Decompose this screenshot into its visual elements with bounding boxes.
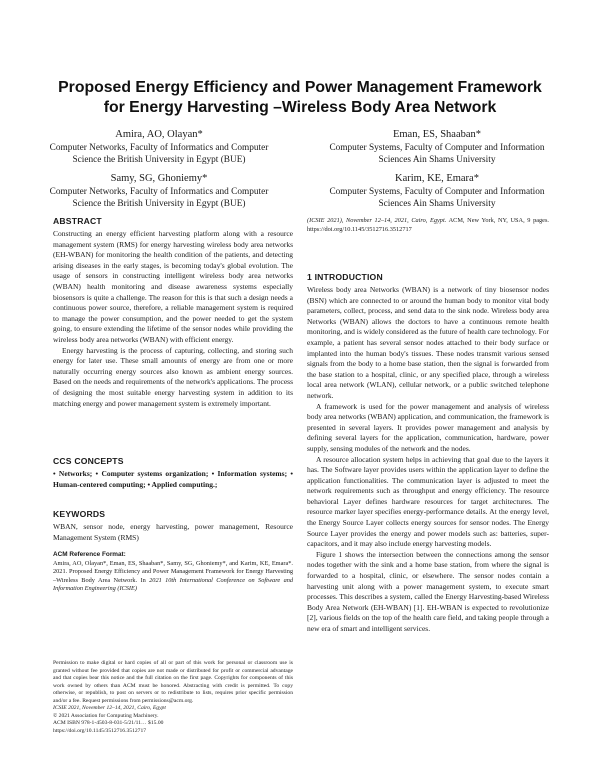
author-affiliation: Computer Systems, Faculty of Computer and Information [329, 187, 545, 197]
intro-paragraph: A framework is used for the power management and analysis of wireless body area networks (WBAN) application, and communication, the framework is presented in several layers. It provides power management and analysis by defining several layers for the application, communication, hardware, power supply, sensing modules of the network and the nodes. [307, 401, 549, 453]
author-block-4 [292, 172, 582, 210]
permission-notice [53, 660, 293, 735]
author-name: Samy, SG, Ghoniemy* [110, 173, 208, 184]
acm-reference-text: Amira, AO, Olayan*, Eman, ES, Shaaban*, Samy, SG, Ghoniemy*, and Karim, KE, Emara*. 2021. Proposed Energy Efficiency and Power Management Framework for Energy Harvesting –Wireless Body Area Network. In [53, 559, 293, 584]
author-affiliation: Science the British University in Egypt (BUE) [72, 199, 246, 209]
ccs-concepts: • Networks; • Computer systems organization; • Information systems; • Human-centered computing; • Applied computing.; [53, 469, 293, 489]
author-affiliation: Science the British University in Egypt (BUE) [72, 155, 246, 165]
ccs-heading: CCS CONCEPTS [53, 456, 124, 466]
intro-paragraph: A resource allocation system helps in achieving that goal due to the layers it has. The Software layer provides users within the application layer to define the application functionalities. The communication layer is adjusted to meet the network requirements such as throughput and energy efficiency. The resource behavioral Layer defines hardware resources for target architectures. The resource marker layer specifies energy-performance details. At the energy level, the Energy Source Layer collects energy sources for sensor nodes. The Energy Source Layer provides the energy and power models such as: batteries, super-capacitors, and it may also include energy harvesting models. [307, 454, 549, 549]
intro-paragraph: Figure 1 shows the intersection between the connections among the sensor nodes together with the sink and a home base station, from where the signal is forwarded to a hospital, clinic, or elsewhere. The sensor nodes contain a harvesting unit along with a power management system, to execute smart processes. This describes a system, called the Energy Harvesting-based Wireless Body Area Network (EH-WBAN) [1]. EH-WBAN is expected to revolutionize [2], various fields on the top of the health care field, and taking people through a new era of smart and intelligent services. [307, 549, 549, 633]
author-affiliation: Computer Systems, Faculty of Computer and Information [329, 143, 545, 153]
title-line-1: Proposed Energy Efficiency and Power Management Framework [58, 79, 542, 96]
permission-venue: ICSIE 2021, November 12–14, 2021, Cairo, Egypt [53, 705, 166, 712]
abstract-paragraph: Constructing an energy efficient harvesting platform along with a resource management system (RMS) for energy harvesting wireless body area networks (EH-WBAN) for monitoring the health condition of the patients, and detecting arising diseases in the early stages, is becoming today's global evolution. The usage of sensors in constructing intelligent wireless body area networks (WBAN) health monitoring and disease awareness systems especially biosensors is quite a challenge. The reason for this is that such a design needs a continuous power source, therefore, a reliable management system is required to manage the power consumption, and the power needed to get the system going, to ensure extending the lifetime of the sensor nodes while providing the wireless body area networks (WBAN) with efficient energy. [53, 229, 293, 344]
acm-reference-venue: 2021 10th International Conference on Software and Information Engineering (ICSIE) [53, 576, 294, 593]
author-block-3 [14, 172, 304, 210]
abstract-paragraph: Energy harvesting is the process of capturing, collecting, and storing such energy for later use. These small amounts of energy are from one or more naturally occurring energy sources also known as ambient energy sources. Based on the needs and requirements of the network's applications. The process of designing the most suitable energy harvesting system in addition to its matching energy and power management system is extremely important. [53, 345, 293, 408]
keywords-heading: KEYWORDS [53, 509, 106, 519]
keywords-text: WBAN, sensor node, energy harvesting, power management, Resource Management System (RMS) [53, 522, 293, 542]
author-affiliation: Computer Networks, Faculty of Informatics and Computer [49, 187, 269, 197]
permission-doi: https://doi.org/10.1145/3512716.3512717 [53, 727, 147, 734]
paper-title [30, 78, 570, 118]
author-affiliation: Sciences Ain Shams University [378, 199, 496, 209]
permission-copyright: © 2021 Association for Computing Machinery. [53, 712, 159, 719]
acm-reference-heading: ACM Reference Format: [53, 551, 126, 558]
acm-reference-conference: (ICSIE 2021), November 12–14, 2021, Cairo, Egypt. [307, 217, 447, 224]
author-name: Eman, ES, Shaaban* [392, 129, 482, 140]
permission-text: Permission to make digital or hard copies of all or part of this work for personal or classroom use is granted without fee provided that copies are not made or distributed for profit or commercial advantage and that copies bear this notice and the full citation on the first page. Copyrights for components of this work owned by others than ACM must be honored. Abstracting with credit is permitted. To copy otherwise, or republish, to post on servers or to redistribute to lists, requires prior specific permission and/or a fee. Request permissions from permissions@acm.org. [53, 660, 293, 704]
author-block-1 [14, 128, 304, 166]
intro-paragraph: Wireless body area Networks (WBAN) is a network of tiny biosensor nodes (BSN) which are connected to or around the human body to monitor vital body parameters, collect, process, and send data to the sink node. Wireless body area Networks (WBAN) allows the doctors to have a continuous remote health monitoring, and is widely considered as the future of health care technology. For example, a patient has several sensor nodes attached to their body surface or implanted into the human body's tissues. These nodes transmit various sensed signals from the body to a home base station, then the signal is forwarded from the base station to a hospital, clinic, or any specified place, through a wireless local area network (WLAN), cellular network, or a public switched telephone network. [307, 285, 549, 400]
author-name: Karim, KE, Emara* [395, 173, 479, 184]
acm-reference [53, 551, 293, 594]
author-affiliation: Computer Networks, Faculty of Informatics and Computer [49, 143, 269, 153]
permission-isbn: ACM ISBN 978-1-4503-8-031-5/21/11… $15.00 [53, 720, 164, 727]
title-line-2: for Energy Harvesting –Wireless Body Area Network [103, 99, 497, 116]
acm-reference-tail: ACM, New York, NY, USA, 9 pages. https://doi.org/10.1145/3512716.3512717 [307, 217, 549, 233]
introduction-body [307, 285, 549, 635]
author-block-2 [292, 128, 582, 166]
author-name: Amira, AO, Olayan* [115, 129, 203, 140]
abstract-heading: ABSTRACT [53, 216, 102, 226]
acm-reference-continued [307, 217, 549, 234]
introduction-heading: 1 INTRODUCTION [307, 272, 383, 282]
author-affiliation: Sciences Ain Shams University [378, 155, 496, 165]
abstract-body [53, 229, 293, 409]
